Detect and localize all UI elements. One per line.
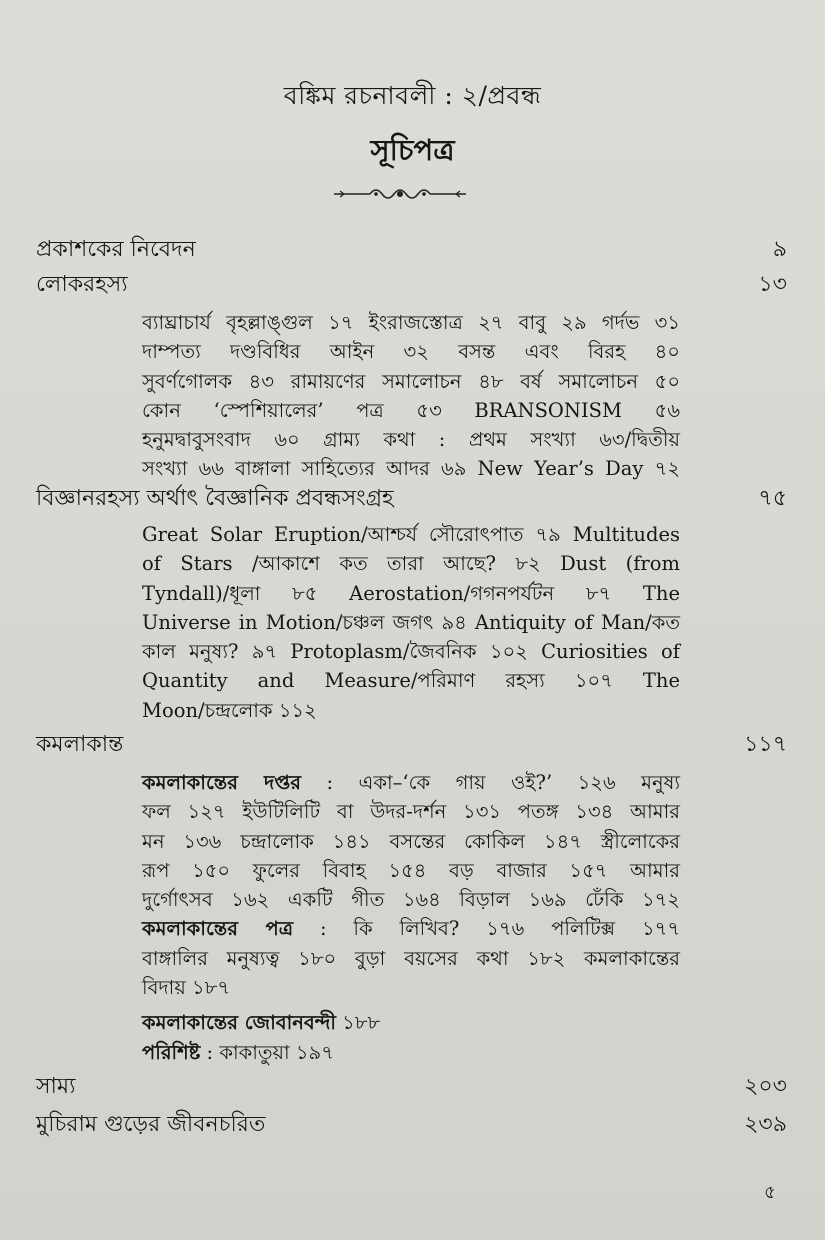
sub-entry-line: রূপ ১৫০ ফুলের বিবাহ ১৫৪ বড় বাজার ১৫৭ আমার bbox=[142, 858, 680, 882]
lokarahasya-sub-entries bbox=[142, 308, 680, 484]
sub-entry-line: ফল ১২৭ ইউটিলিটি বা উদর-দর্শন ১৩১ পতঙ্গ ১৩৪ আমার bbox=[142, 800, 680, 824]
contents-heading: সূচিপত্র bbox=[370, 133, 455, 167]
sub-entry-line bbox=[142, 914, 680, 943]
toc-entry-label: প্রকাশকের নিবেদন bbox=[36, 236, 196, 262]
sub-entry-text: : কাকাতুয়া ১৯৭ bbox=[200, 1040, 334, 1064]
toc-entry-page: ৯ bbox=[772, 236, 787, 262]
sub-entry-line: of Stars /আকাশে কত তারা আছে? ৮২ Dust (from bbox=[142, 552, 680, 576]
sub-entry-line bbox=[142, 768, 680, 797]
sub-entry-line: মন ১৩৬ চন্দ্রালোক ১৪১ বসন্তের কোকিল ১৪৭ স্ত্রীলোকের bbox=[142, 829, 680, 853]
sub-entry-text: ১৮৮ bbox=[335, 1011, 381, 1035]
patra-heading: কমলাকান্তের পত্র bbox=[142, 917, 294, 941]
sub-entry-line: সংখ্যা ৬৬ বাঙ্গালা সাহিত্যের আদর ৬৯ New Year’s Day ৭২ bbox=[142, 457, 680, 481]
kamalakanta-sub-entries bbox=[142, 768, 680, 1067]
book-title: বঙ্কিম রচনাবলী : ২/প্রবন্ধ bbox=[283, 81, 542, 110]
toc-entry-page: ২৩৯ bbox=[744, 1111, 787, 1137]
sub-entry-line: ব্যাঘ্রাচার্য বৃহল্লাঙ্গুল ১৭ ইংরাজস্তোত্র ২৭ বাবু ২৯ গর্দভ ৩১ bbox=[142, 311, 680, 334]
bigyanrahasya-sub-entries bbox=[142, 520, 680, 725]
sub-entry-line bbox=[142, 1038, 680, 1067]
ornament-divider-icon bbox=[330, 182, 470, 206]
page-number: ৫ bbox=[764, 1182, 776, 1203]
parishishta-heading: পরিশিষ্ট bbox=[142, 1040, 201, 1064]
sub-entry-line: দাম্পত্য দণ্ডবিধির আইন ৩২ বসন্ত এবং বিরহ ৪০ bbox=[142, 340, 680, 364]
toc-entry-page: ১৩ bbox=[758, 271, 787, 297]
toc-entry-samya[interactable] bbox=[36, 1070, 787, 1104]
sub-entry-line bbox=[142, 1008, 680, 1037]
daptar-heading: কমলাকান্তের দপ্তর bbox=[142, 771, 302, 794]
toc-entry-kamalakanta[interactable] bbox=[36, 728, 787, 762]
toc-entry-bigyanrahasya[interactable] bbox=[36, 482, 787, 516]
toc-entry-label: সাম্য bbox=[36, 1073, 76, 1099]
sub-entry-line: কোন ‘স্পেশিয়ালের’ পত্র ৫৩ BRANSONISM ৫৬ bbox=[142, 398, 680, 422]
toc-entry-label: মুচিরাম গুড়ের জীবনচরিত bbox=[36, 1111, 266, 1137]
toc-entry-label: কমলাকান্ত bbox=[36, 731, 124, 757]
sub-entry-line: সুবর্ণগোলক ৪৩ রামায়ণের সমালোচন ৪৮ বর্ষ সমালোচন ৫০ bbox=[142, 369, 680, 393]
toc-entry-page: ৭৫ bbox=[758, 485, 787, 511]
toc-entry-prakashaker-nibedan[interactable] bbox=[36, 233, 787, 267]
sub-entry-line: হনুমদ্বাবুসংবাদ ৬০ গ্রাম্য কথা : প্রথম সংখ্যা ৬৩/দ্বিতীয় bbox=[142, 428, 680, 452]
sub-entry-line: কাল মনুষ্য? ৯৭ Protoplasm/জৈবনিক ১০২ Curiosities of bbox=[142, 640, 680, 664]
jobanbandi-heading: কমলাকান্তের জোবানবন্দী bbox=[142, 1011, 336, 1035]
sub-entry-line: Quantity and Measure/পরিমাণ রহস্য ১০৭ The bbox=[142, 669, 680, 693]
sub-entry-line: Moon/চন্দ্রলোক ১১২ bbox=[142, 698, 317, 722]
sub-entry-line: Tyndall)/ধূলা ৮৫ Aerostation/গগনপর্যটন ৮৭ The bbox=[142, 581, 680, 605]
toc-entry-page: ২০৩ bbox=[744, 1073, 787, 1099]
sub-entry-line: দুর্গোৎসব ১৬২ একটি গীত ১৬৪ বিড়াল ১৬৯ ঢেঁকি ১৭২ bbox=[142, 888, 680, 912]
toc-entry-muchiram[interactable] bbox=[36, 1108, 787, 1142]
sub-entry-text: : একা–‘কে গায় ওই?’ ১২৬ মনুষ্য bbox=[301, 771, 680, 794]
sub-entry-text: : কি লিখিব? ১৭৬ পলিটিক্স ১৭৭ bbox=[293, 917, 680, 941]
toc-entry-page: ১১৭ bbox=[744, 731, 787, 757]
toc-entry-lokarahasya[interactable] bbox=[36, 268, 787, 302]
toc-entry-label: লোকরহস্য bbox=[36, 271, 128, 297]
toc-entry-label: বিজ্ঞানরহস্য অর্থাৎ বৈজ্ঞানিক প্রবন্ধসংগ্রহ bbox=[36, 485, 394, 511]
sub-entry-line: বাঙ্গালির মনুষ্যত্ব ১৮০ বুড়া বয়সের কথা ১৮২ কমলাকান্তের bbox=[142, 946, 680, 970]
sub-entry-line: Universe in Motion/চঞ্চল জগৎ ৯৪ Antiquity of Man/কত bbox=[142, 610, 680, 634]
sub-entry-line: বিদায় ১৮৭ bbox=[142, 976, 231, 1000]
sub-entry-line: Great Solar Eruption/আশ্চর্য সৌরোৎপাত ৭৯ Multitudes bbox=[142, 523, 680, 546]
